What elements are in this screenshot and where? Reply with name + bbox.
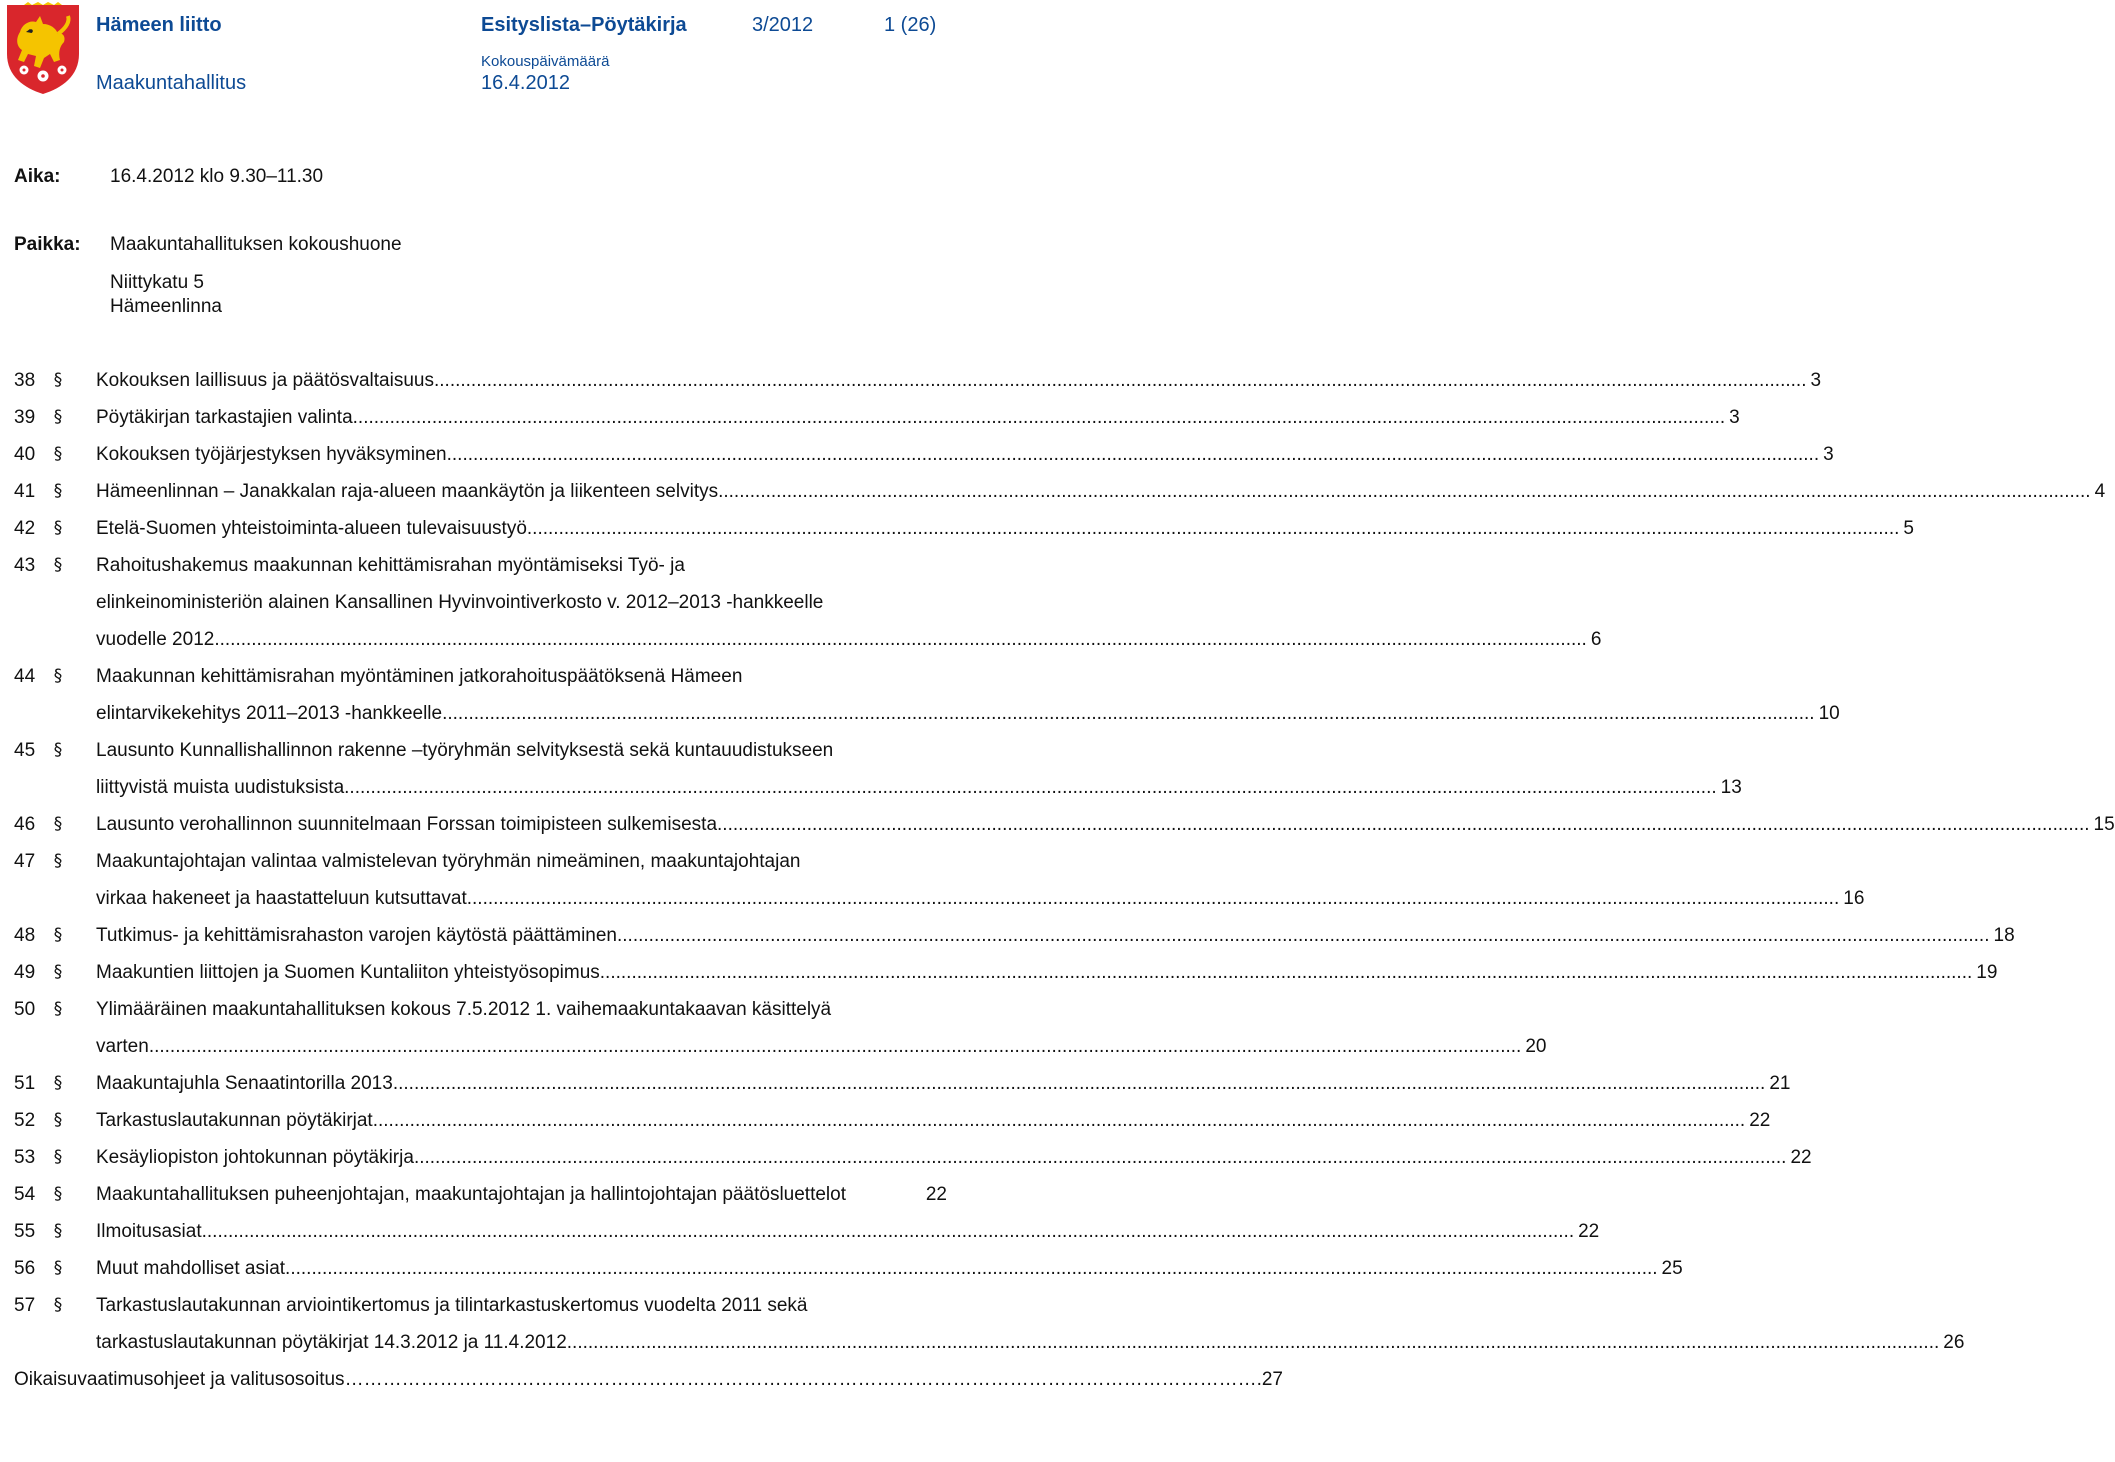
toc-page-number: 22	[925, 1184, 947, 1205]
toc-entry[interactable]	[14, 954, 1998, 991]
toc-title-last-line	[96, 362, 1822, 399]
section-number: 53	[14, 1147, 36, 1168]
page-number: 1 (26)	[884, 14, 937, 36]
toc-line	[14, 1250, 1683, 1287]
section-symbol-icon: §	[53, 1258, 63, 1278]
toc-title-last-line	[96, 806, 2115, 843]
dot-leader: ....................................................................................................................................................................................................................................................................	[599, 962, 1973, 983]
place-line: Maakuntahallituksen kokoushuone	[110, 234, 402, 255]
toc-line	[14, 806, 2115, 843]
document-type: Esityslista–Pöytäkirja	[481, 14, 687, 36]
toc-line	[14, 695, 1840, 732]
toc-page-number: 22	[1749, 1110, 1771, 1131]
toc-title-last-line	[96, 769, 1742, 806]
toc-entry[interactable]	[14, 547, 1602, 658]
toc-line	[14, 473, 2106, 510]
meeting-date: 16.4.2012	[481, 72, 570, 94]
dot-leader	[846, 1176, 926, 1213]
section-symbol-icon: §	[53, 666, 63, 686]
toc-title: virkaa hakeneet ja haastatteluun kutsuttavat	[96, 888, 467, 909]
toc-title: Hämeenlinnan – Janakkalan raja-alueen maankäytön ja liikenteen selvitys	[96, 481, 719, 502]
dot-leader: ....................................................................................................................................................................................................................................................................	[433, 370, 1807, 391]
toc-title: Pöytäkirjan tarkastajien valinta	[96, 407, 353, 428]
document-number: 3/2012	[752, 14, 814, 36]
appendix-page: .27	[1256, 1369, 1283, 1390]
section-number: 49	[14, 962, 36, 983]
toc-title-last-line	[96, 473, 2106, 510]
section-symbol-icon: §	[53, 1184, 63, 1204]
toc-title: Kokouksen työjärjestyksen hyväksyminen	[96, 444, 447, 465]
toc-title: varten	[96, 1036, 149, 1057]
section-symbol-icon: §	[53, 814, 63, 834]
section-symbol-icon: §	[53, 999, 63, 1019]
place-line: Niittykatu 5	[110, 272, 204, 293]
toc-page-number: 4	[2094, 481, 2106, 502]
toc-line	[14, 954, 1998, 991]
toc-entry[interactable]	[14, 1065, 1791, 1102]
toc-line	[14, 547, 947, 584]
toc-title: Kesäyliopiston johtokunnan pöytäkirja	[96, 1147, 414, 1168]
toc-line	[14, 658, 947, 695]
toc-page-number: 20	[1525, 1036, 1547, 1057]
section-symbol-icon: §	[53, 555, 63, 575]
time-label: Aika:	[14, 166, 61, 187]
toc-title: Muut mahdolliset asiat	[96, 1258, 286, 1279]
toc-title-last-line	[96, 695, 1840, 732]
dot-leader: ....................................................................................................................................................................................................................................................................	[717, 814, 2090, 835]
section-number: 39	[14, 407, 36, 428]
toc-line	[14, 436, 1834, 473]
toc-page-number: 22	[1578, 1221, 1600, 1242]
section-number: 52	[14, 1110, 36, 1131]
section-number: 50	[14, 999, 36, 1020]
section-number: 41	[14, 481, 36, 502]
section-symbol-icon: §	[53, 407, 63, 427]
dot-leader: ....................................................................................................................................................................................................................................................................	[466, 888, 1840, 909]
toc-title-line: Rahoitushakemus maakunnan kehittämisrahan myöntämiseksi Työ- ja	[96, 555, 685, 576]
time-value: 16.4.2012 klo 9.30–11.30	[110, 166, 324, 187]
toc-page-number: 13	[1720, 777, 1742, 798]
toc-entry[interactable]	[14, 732, 1742, 806]
toc-line	[14, 1287, 947, 1324]
toc-line	[14, 991, 947, 1028]
dot-leader: ....................................................................................................................................................................................................................................................................	[446, 444, 1820, 465]
section-symbol-icon: §	[53, 925, 63, 945]
place-line: Hämeenlinna	[110, 296, 222, 317]
dot-leader: ....................................................................................................................................................................................................................................................................	[201, 1221, 1575, 1242]
toc-title-line: elinkeinoministeriön alainen Kansallinen Hyvinvointiverkosto v. 2012–2013 -hankkeelle	[96, 592, 824, 613]
toc-entry[interactable]	[14, 473, 2106, 510]
toc-entry[interactable]	[14, 843, 1865, 917]
dot-leader: ....................................................................................................................................................................................................................................................................	[617, 925, 1990, 946]
toc-line	[14, 1213, 1600, 1250]
section-symbol-icon: §	[53, 1073, 63, 1093]
toc-title: Maakuntien liittojen ja Suomen Kuntaliiton yhteistyösopimus	[96, 962, 600, 983]
toc-line	[14, 1102, 1771, 1139]
dot-leader: ....................................................................................................................................................................................................................................................................	[526, 518, 1900, 539]
toc-entry[interactable]	[14, 658, 1840, 732]
toc-title: Lausunto verohallinnon suunnitelmaan Forssan toimipisteen sulkemisesta	[96, 814, 718, 835]
toc-title-last-line	[96, 1324, 1965, 1361]
section-number: 55	[14, 1221, 36, 1242]
toc-line	[14, 621, 1602, 658]
toc-line	[14, 1324, 1965, 1361]
toc-title-last-line	[96, 917, 2015, 954]
toc-page-number: 19	[1976, 962, 1998, 983]
toc-title-last-line	[96, 436, 1834, 473]
toc-line	[14, 1176, 947, 1213]
toc-title-line: Maakuntajohtajan valintaa valmistelevan työryhmän nimeäminen, maakuntajohtajan	[96, 851, 801, 872]
appendix-label: Oikaisuvaatimusohjeet ja valitusosoitus	[14, 1369, 345, 1390]
toc-title: elintarvikekehitys 2011–2013 -hankkeelle	[96, 703, 443, 724]
toc-title-last-line	[96, 1250, 1683, 1287]
dot-leader: ………………………………………………………………………………………………………………………………	[344, 1369, 1257, 1390]
toc-entry[interactable]	[14, 362, 1822, 399]
toc-page-number: 15	[2093, 814, 2115, 835]
toc-title-last-line	[96, 1065, 1791, 1102]
toc-page-number: 5	[1903, 518, 1914, 539]
toc-entry[interactable]	[14, 917, 2015, 954]
dot-leader: ....................................................................................................................................................................................................................................................................	[718, 481, 2091, 502]
section-symbol-icon: §	[53, 851, 63, 871]
section-number: 48	[14, 925, 36, 946]
section-symbol-icon: §	[53, 962, 63, 982]
toc-title-last-line	[96, 510, 1914, 547]
toc-title-last-line	[96, 954, 1998, 991]
toc-title: Tarkastuslautakunnan pöytäkirjat	[96, 1110, 373, 1131]
dot-leader: ....................................................................................................................................................................................................................................................................	[392, 1073, 1766, 1094]
toc-title-line: Tarkastuslautakunnan arviointikertomus ja tilintarkastuskertomus vuodelta 2011 sekä	[96, 1295, 808, 1316]
dot-leader: ....................................................................................................................................................................................................................................................................	[148, 1036, 1522, 1057]
toc-title-line: Ylimääräinen maakuntahallituksen kokous 7.5.2012 1. vaihemaakuntakaavan käsittelyä	[96, 999, 832, 1020]
toc-title: Maakuntajuhla Senaatintorilla 2013	[96, 1073, 393, 1094]
section-symbol-icon: §	[53, 1295, 63, 1315]
toc-title: vuodelle 2012	[96, 629, 215, 650]
toc-entry[interactable]	[14, 1287, 1965, 1361]
section-number: 42	[14, 518, 36, 539]
toc-page-number: 6	[1590, 629, 1602, 650]
toc-line	[14, 584, 947, 621]
toc-title: Maakuntahallituksen puheenjohtajan, maakuntajohtajan ja hallintojohtajan päätösluettelot	[96, 1184, 846, 1205]
section-number: 47	[14, 851, 36, 872]
section-symbol-icon: §	[53, 1147, 63, 1167]
section-symbol-icon: §	[53, 1221, 63, 1241]
toc-title-last-line	[96, 880, 1865, 917]
toc-entry[interactable]	[14, 1102, 1771, 1139]
toc-line	[14, 1028, 1547, 1065]
toc-entry[interactable]	[14, 399, 1740, 436]
toc-line	[14, 510, 1914, 547]
toc-entry[interactable]	[14, 1213, 1600, 1250]
toc-title: Etelä-Suomen yhteistoiminta-alueen tulevaisuustyö	[96, 518, 527, 539]
dot-leader: ....................................................................................................................................................................................................................................................................	[285, 1258, 1658, 1279]
toc-title-last-line	[96, 399, 1740, 436]
dot-leader: ....................................................................................................................................................................................................................................................................	[442, 703, 1815, 724]
toc-title-last-line	[96, 621, 1602, 658]
toc-page-number: 3	[1729, 407, 1740, 428]
toc-page-number: 18	[1993, 925, 2015, 946]
toc-title-last-line	[96, 1139, 1812, 1176]
section-number: 54	[14, 1184, 36, 1205]
section-number: 40	[14, 444, 36, 465]
toc-page-number: 3	[1810, 370, 1822, 391]
section-number: 56	[14, 1258, 36, 1279]
organization-name: Hämeen liitto	[96, 14, 222, 36]
toc-line	[14, 732, 947, 769]
toc-line	[14, 880, 1865, 917]
section-symbol-icon: §	[53, 481, 63, 501]
toc-line	[14, 399, 1740, 436]
toc-title-last-line	[96, 1102, 1771, 1139]
toc-page-number: 25	[1661, 1258, 1683, 1279]
toc-page-number: 22	[1790, 1147, 1812, 1168]
toc-title-last-line	[96, 1213, 1600, 1250]
toc-page-number: 21	[1769, 1073, 1791, 1094]
toc-title: tarkastuslautakunnan pöytäkirjat 14.3.2012 ja 11.4.2012	[96, 1332, 567, 1353]
toc-page-number: 10	[1818, 703, 1840, 724]
toc-entry[interactable]	[14, 1176, 947, 1213]
toc-title-last-line	[96, 1176, 947, 1213]
place-label: Paikka:	[14, 234, 81, 255]
toc-entry[interactable]	[14, 510, 1914, 547]
section-number: 38	[14, 370, 36, 391]
toc-title-last-line	[96, 1028, 1547, 1065]
toc-line	[14, 769, 1742, 806]
section-symbol-icon: §	[53, 370, 63, 390]
toc-title: liittyvistä muista uudistuksista	[96, 777, 345, 798]
section-number: 46	[14, 814, 36, 835]
toc-page-number: 26	[1943, 1332, 1965, 1353]
section-symbol-icon: §	[53, 740, 63, 760]
toc-title: Ilmoitusasiat	[96, 1221, 202, 1242]
meeting-date-label: Kokouspäivämäärä	[481, 53, 610, 70]
section-number: 57	[14, 1295, 36, 1316]
dot-leader: ....................................................................................................................................................................................................................................................................	[344, 777, 1717, 798]
coat-of-arms-icon	[4, 2, 82, 96]
unit-name: Maakuntahallitus	[96, 72, 247, 94]
toc-title: Kokouksen laillisuus ja päätösvaltaisuus	[96, 370, 434, 391]
dot-leader: ....................................................................................................................................................................................................................................................................	[352, 407, 1726, 428]
toc-entry[interactable]	[14, 436, 1834, 473]
toc-page-number: 3	[1823, 444, 1834, 465]
toc-entry[interactable]	[14, 1139, 1812, 1176]
toc-entry[interactable]	[14, 806, 2115, 843]
toc-title-line: Maakunnan kehittämisrahan myöntäminen jatkorahoituspäätöksenä Hämeen	[96, 666, 743, 687]
toc-title: Tutkimus- ja kehittämisrahaston varojen käytöstä päättäminen	[96, 925, 617, 946]
section-symbol-icon: §	[53, 1110, 63, 1130]
dot-leader: ....................................................................................................................................................................................................................................................................	[214, 629, 1587, 650]
toc-entry[interactable]	[14, 1250, 1683, 1287]
section-number: 44	[14, 666, 36, 687]
dot-leader: ....................................................................................................................................................................................................................................................................	[566, 1332, 1940, 1353]
section-number: 43	[14, 555, 36, 576]
toc-line	[14, 1139, 1812, 1176]
dot-leader: ....................................................................................................................................................................................................................................................................	[413, 1147, 1787, 1168]
toc-line	[14, 1065, 1791, 1102]
section-number: 51	[14, 1073, 36, 1094]
table-of-contents	[14, 362, 2115, 1398]
toc-line	[14, 362, 1822, 399]
toc-page-number: 16	[1843, 888, 1865, 909]
section-symbol-icon: §	[53, 444, 63, 464]
section-number: 45	[14, 740, 36, 761]
toc-line	[14, 843, 947, 880]
toc-line	[14, 917, 2015, 954]
section-symbol-icon: §	[53, 518, 63, 538]
toc-title-line: Lausunto Kunnallishallinnon rakenne –työryhmän selvityksestä sekä kuntauudistukseen	[96, 740, 834, 761]
toc-entry[interactable]	[14, 991, 1547, 1065]
toc-appendix[interactable]	[14, 1361, 1283, 1398]
dot-leader: ....................................................................................................................................................................................................................................................................	[372, 1110, 1746, 1131]
